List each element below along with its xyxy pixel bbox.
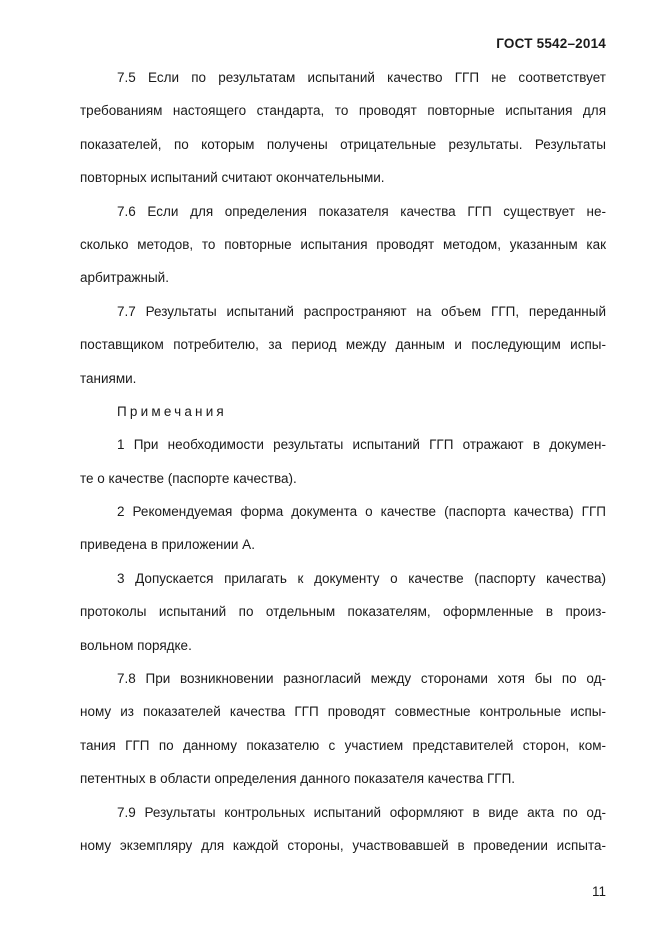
text-line: сколько методов, то повторные испытания проводят методом, указанным как: [80, 236, 606, 252]
text-line: повторных испытаний считают окончательными.: [80, 170, 385, 186]
text-line: 7.8 При возникновении разногласий между сторонами хотя бы по од-: [117, 671, 606, 687]
paragraph-7-7: [80, 295, 606, 395]
page-number: 11: [591, 884, 606, 899]
text-line: арбитражный.: [80, 270, 169, 286]
text-line: протоколы испытаний по отдельным показателям, оформленные в произ-: [80, 604, 606, 620]
text-line: приведена в приложении А.: [80, 537, 255, 553]
paragraph-7-5: [80, 61, 606, 195]
text-line: петентных в области определения данного показателя качества ГГП.: [80, 771, 516, 787]
text-line: 7.7 Результаты испытаний распространяют на объем ГГП, переданный: [117, 303, 606, 319]
text-line: показателей, по которым получены отрицательные результаты. Результаты: [80, 136, 606, 152]
text-line: поставщиком потребителю, за период между данным и последующим испы-: [80, 337, 606, 353]
document-body: [80, 61, 606, 862]
notes-heading: Примечания: [117, 403, 227, 419]
text-line: ному экземпляру для каждой стороны, участвовавшей в проведении испыта-: [80, 837, 606, 853]
text-line: те о качестве (паспорте качества).: [80, 470, 297, 486]
text-line: 1 При необходимости результаты испытаний ГГП отражают в докумен-: [117, 437, 606, 453]
text-line: вольном порядке.: [80, 637, 192, 653]
text-line: требованиям настоящего стандарта, то проводят повторные испытания для: [80, 103, 606, 119]
text-line: ному из показателей качества ГГП проводят совместные контрольные испы-: [80, 704, 606, 720]
text-line: 7.9 Результаты контрольных испытаний оформляют в виде акта по од-: [117, 804, 606, 820]
text-line: 3 Допускается прилагать к документу о качестве (паспорту качества): [117, 570, 606, 586]
note-3: [80, 562, 606, 662]
paragraph-7-9: [80, 796, 606, 863]
paragraph-7-8: [80, 662, 606, 796]
text-line: таниями.: [80, 370, 137, 386]
paragraph-7-6: [80, 195, 606, 295]
text-line: тания ГГП по данному показателю с участием представителей сторон, ком-: [80, 737, 606, 753]
document-standard-header: ГОСТ 5542–2014: [496, 36, 606, 51]
note-1: [80, 428, 606, 495]
text-line: 7.6 Если для определения показателя качества ГГП существует не-: [117, 203, 606, 219]
text-line: 7.5 Если по результатам испытаний качество ГГП не соответствует: [117, 70, 606, 85]
text-line: 2 Рекомендуемая форма документа о качестве (паспорта качества) ГГП: [117, 504, 606, 520]
note-2: [80, 495, 606, 562]
